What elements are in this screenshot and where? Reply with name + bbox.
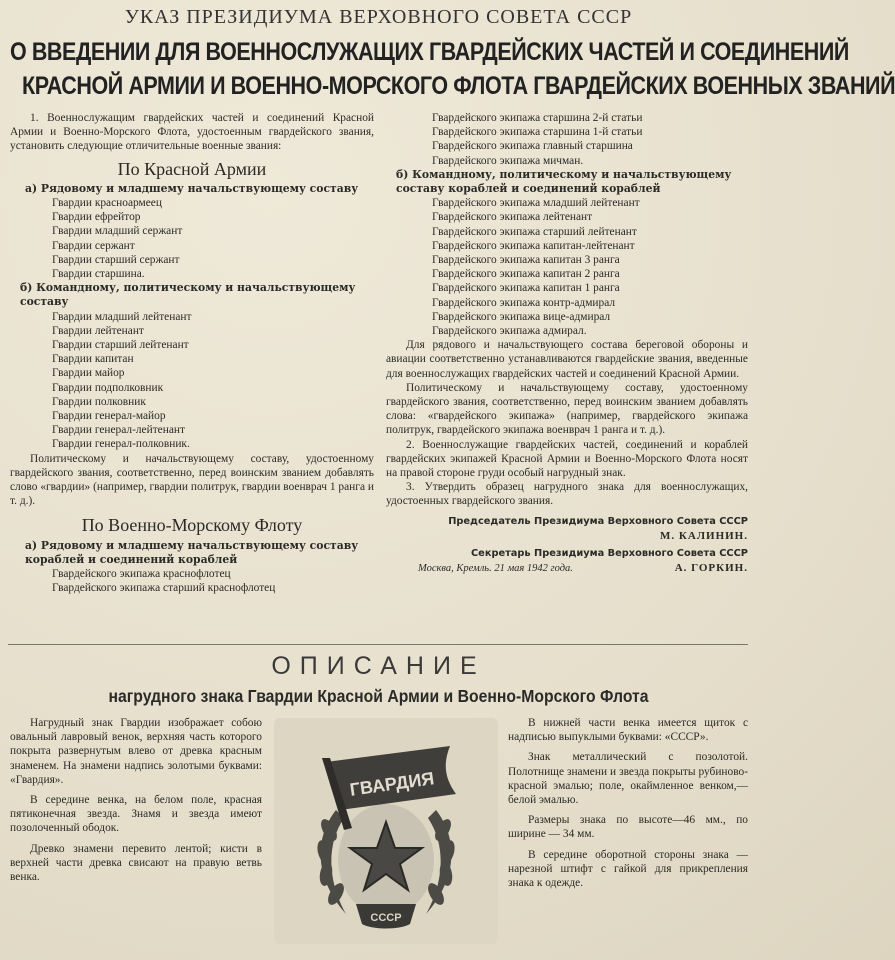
army-heading: По Красной Армии [117,158,267,179]
rank-item: Гвардии лейтенант [52,324,144,337]
rank-item: Гвардии ефрейтор [52,211,141,224]
rank-item: Гвардии младший сержант [52,225,183,238]
navy-a-rank-list [10,567,374,595]
left-column [10,111,374,596]
description-left-column [10,716,262,890]
rank-item: Гвардии полковник [52,395,146,408]
description-paragraph: Древко знамени перевито лентой; кисти в верхней части древка свисают на правую ветвь венка. [10,842,262,884]
title-line-1: О ВВЕДЕНИИ ДЛЯ ВОЕННОСЛУЖАЩИХ ГВАРДЕЙСКИХ ЧАСТЕЙ И СОЕДИНЕНИЙ [10,38,849,66]
description-title: ОПИСАНИЕ [271,652,486,680]
signature-1-title: Председатель Президиума Верховного Совета СССР [448,515,748,527]
place-date: Москва, Кремль. 21 мая 1942 года. [418,562,573,574]
description-paragraph: В середине венка, на белом поле, красная пятиконечная звезда. Знамя и звезда имеют позолоченный ободок. [10,794,262,835]
army-subsection-a: а) Рядовому и младшему начальствующему составу [25,181,359,195]
intro-paragraph: 1. Военнослужащим гвардейских частей и соединений Красной Армии и Военно-Морского Флота, удостоенным гвардейского звания, установить следующие отличительные военные звания: [10,112,374,153]
rank-item: Гвардейского экипажа капитан 3 ранга [432,254,620,267]
rank-item: Гвардии генерал-майор [52,410,166,423]
army-note-paragraph: Политическому и начальствующему составу, удостоенному гвардейского звания, соответственно, перед воинским званием добавлять слово «гвардии» (например, гвардии политрук, гвардии военврач 1 ранга и т. д.). [10,452,374,508]
rank-item: Гвардии генерал-лейтенант [52,424,185,437]
rank-item: Гвардейского экипажа старший краснофлотец [52,582,276,595]
section-divider [8,644,748,645]
rank-item: Гвардейского экипажа старший лейтенант [432,225,637,238]
rank-item: Гвардейского экипажа мичман. [432,154,584,167]
description-subtitle: нагрудного знака Гвардии Красной Армии и Военно-Морского Флота [108,686,649,706]
navy-note-paragraph: Политическому и начальствующему составу, удостоенному гвардейского звания, соответственно, перед воинским званием добавлять слова: «гвардейского экипажа» (например, гвардейского экипажа политрук, гвардейского экипажа военврач 1 ранга и т. д.). [386,381,748,437]
rank-item: Гвардейского экипажа капитан 2 ранга [432,268,620,281]
rank-item: Гвардейского экипажа капитан-лейтенант [432,239,635,252]
signature-1-name: М. КАЛИНИН. [660,529,748,542]
badge-shield-text: СССР [370,912,402,924]
description-right-column [508,716,748,896]
rank-item: Гвардейского экипажа старшина 2-й статьи [432,112,643,124]
description-paragraph: Размеры знака по высоте—46 мм., по ширине — 34 мм. [508,814,748,841]
navy-heading: По Военно-Морскому Флоту [81,515,303,536]
rank-item: Гвардии подполковник [52,381,164,394]
navy-subsection-b: б) Командному, политическому и начальствующему составу кораблей и соединений кораблей [396,167,732,196]
navy-subsection-a: а) Рядовому и младшему начальствующему составу кораблей и соединений кораблей [25,538,359,566]
rank-item: Гвардии младший лейтенант [52,310,192,323]
description-paragraph: Знак металлический с позолотой. Полотнище знамени и звезда покрыты рубиново-красной эмалью; поле, окаймленное венком,—белой эмалью. [508,751,748,807]
decree-heading: УКАЗ ПРЕЗИДИУМА ВЕРХОВНОГО СОВЕТА СССР [124,6,633,28]
rank-item: Гвардейского экипажа старшина 1-й статьи [432,126,643,139]
rank-item: Гвардии майор [52,367,125,380]
rank-item: Гвардии генерал-полковник. [52,438,190,451]
approve-paragraph: 3. Утвердить образец нагрудного знака для военнослужащих, удостоенных гвардейского звания. [386,481,748,508]
signature-2-name: А. ГОРКИН. [674,562,748,575]
insignia-paragraph: 2. Военнослужащие гвардейских частей, соединений и кораблей гвардейских экипажей Красной Армии и Военно-Морского Флота носят на правой стороне груди особый нагрудный знак. [386,438,748,480]
description-paragraph: Нагрудный знак Гвардии изображает собою овальный лавровый венок, верхняя часть которого покрыта развернутым влево от древка красным знаменем. На знамени надпись золотыми буквами: «Гвардия». [10,717,262,786]
rank-item: Гвардейского экипажа адмирал. [432,325,587,338]
rank-item: Гвардии старший сержант [52,253,180,266]
title-line-2: КРАСНОЙ АРМИИ И ВОЕННО-МОРСКОГО ФЛОТА ГВАРДЕЙСКИХ ВОЕННЫХ ЗВАНИЙ [22,72,895,100]
coastal-paragraph: Для рядового и начальствующего состава береговой обороны и авиации соответственно устанавливаются гвардейские звания, введенные для военнослужащих гвардейских частей и соединений Красной Армии. [386,339,748,380]
rank-item: Гвардейского экипажа капитан 1 ранга [432,282,620,295]
description-paragraph: В нижней части венка имеется щиток с надписью выпуклыми буквами: «СССР». [508,717,748,744]
right-column [386,111,748,576]
army-subsection-b: б) Командному, политическому и начальствующему составу [20,281,356,309]
rank-item: Гвардейского экипажа младший лейтенант [432,197,640,210]
navy-b-rank-list [386,196,748,338]
rank-item: Гвардии красноармеец [52,197,162,210]
rank-item: Гвардейского экипажа контр-адмирал [432,296,616,309]
army-b-rank-list [10,310,374,452]
rank-item: Гвардии старшина. [52,268,145,281]
rank-item: Гвардейского экипажа лейтенант [432,211,593,224]
description-paragraph: В середине оборотной стороны знака — нарезной штифт с гайкой для прикрепления знака к одежде. [508,848,748,890]
rank-item: Гвардейского экипажа краснофлотец [52,568,231,581]
guards-badge-icon [274,718,498,944]
navy-a-rank-list-continued [386,111,748,168]
signature-2-title: Секретарь Президиума Верховного Совета СССР [470,548,748,560]
guards-badge-image [274,718,498,944]
rank-item: Гвардии старший лейтенант [52,339,189,352]
rank-item: Гвардии сержант [52,239,135,252]
badge-banner-text: ГВАРДИЯ [348,768,436,800]
rank-item: Гвардейского экипажа вице-адмирал [432,310,611,323]
rank-item: Гвардейского экипажа главный старшина [432,140,633,153]
army-a-rank-list [10,196,374,281]
rank-item: Гвардии капитан [52,353,134,366]
